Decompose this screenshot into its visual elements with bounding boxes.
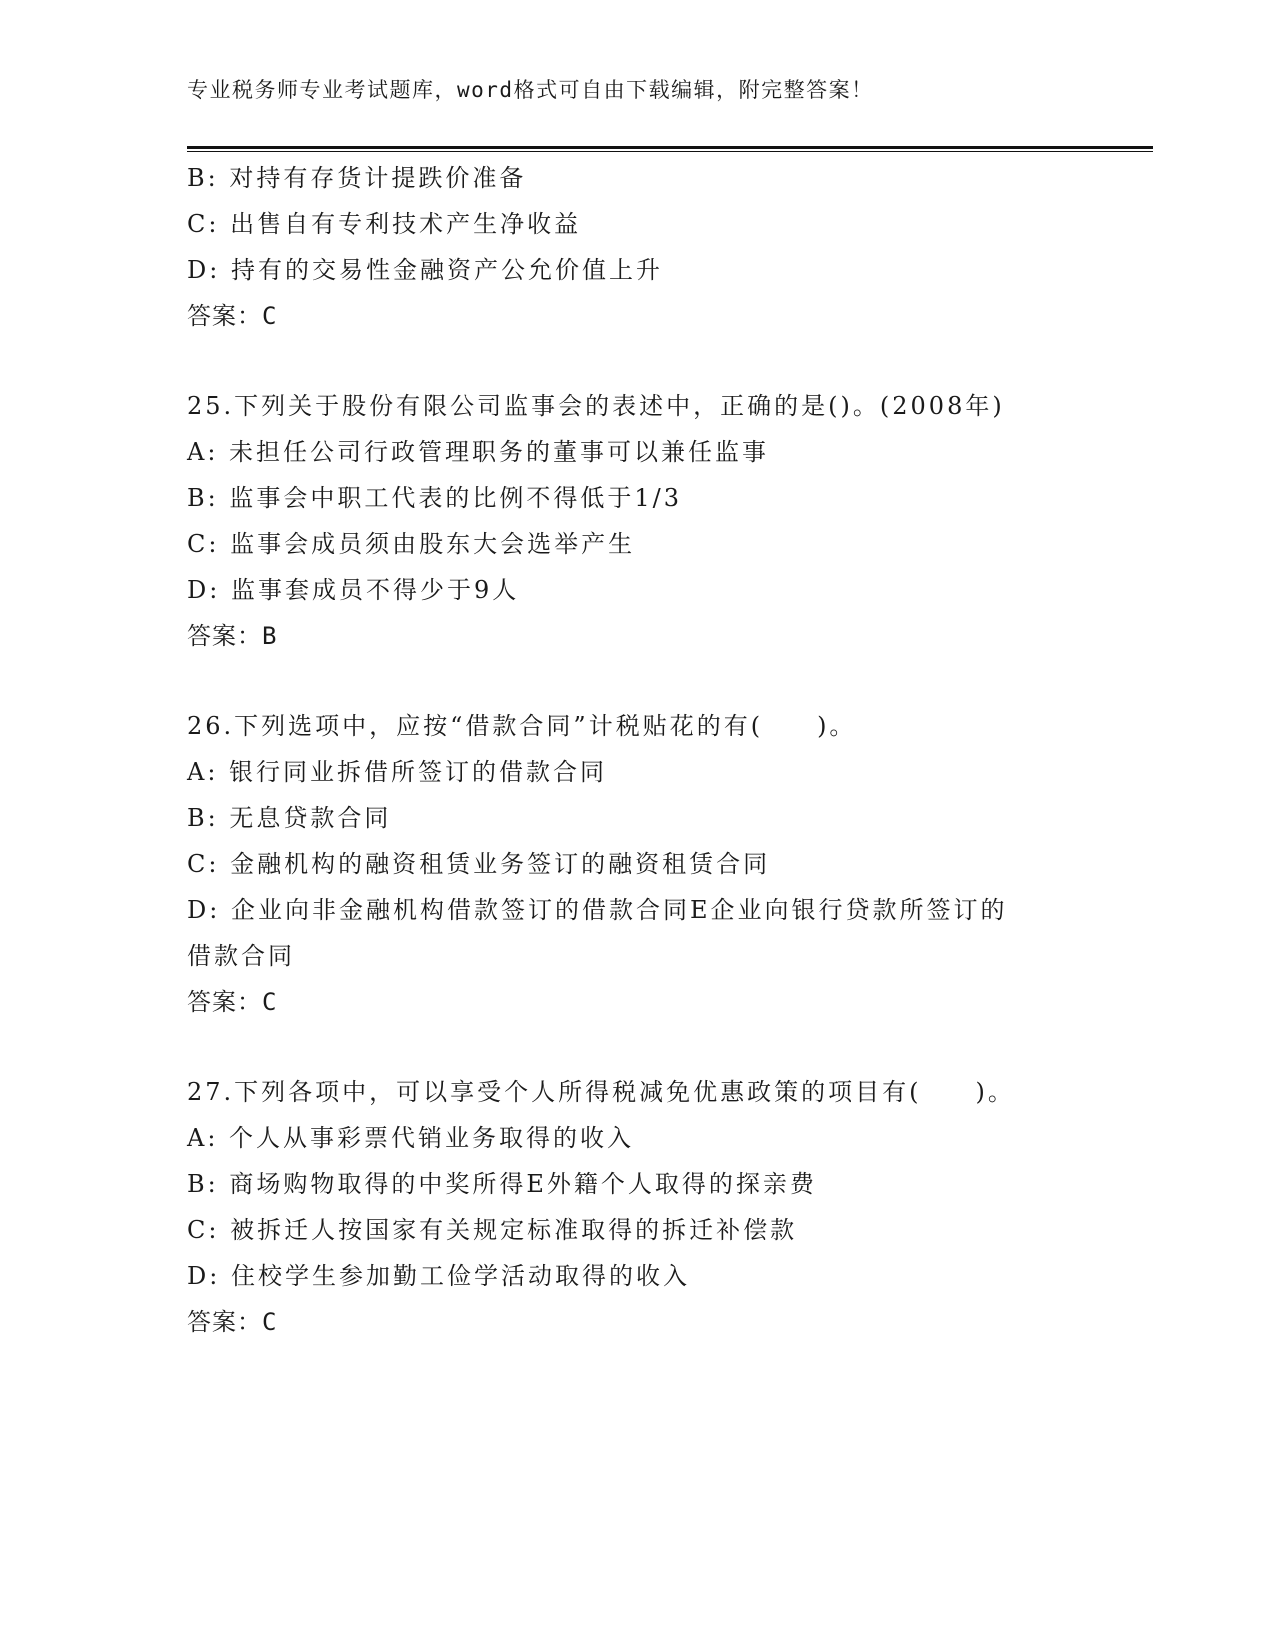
answer: 答案：C — [187, 302, 278, 330]
question-24 — [187, 155, 1087, 339]
option-c: C: 被拆迁人按国家有关规定标准取得的拆迁补偿款 — [187, 1216, 798, 1244]
page-header: 专业税务师专业考试题库，word格式可自由下载编辑，附完整答案！ — [187, 78, 874, 102]
option-b: B: 对持有存货计提跌价准备 — [187, 164, 527, 192]
question-stem: 25.下列关于股份有限公司监事会的表述中，正确的是()。(2008年) — [187, 392, 1005, 420]
option-d: D: 持有的交易性金融资产公允价值上升 — [187, 256, 663, 284]
document-body — [187, 155, 1087, 1345]
answer: 答案：B — [187, 622, 278, 650]
option-c: C: 出售自有专利技术产生净收益 — [187, 210, 582, 238]
option-a: A: 个人从事彩票代销业务取得的收入 — [187, 1124, 635, 1152]
option-b: B: 商场购物取得的中奖所得E外籍个人取得的探亲费 — [187, 1170, 817, 1198]
spacer — [187, 339, 1087, 383]
option-c: C: 监事会成员须由股东大会选举产生 — [187, 530, 636, 558]
option-d: D: 住校学生参加勤工俭学活动取得的收入 — [187, 1262, 690, 1290]
spacer — [187, 1025, 1087, 1069]
question-25 — [187, 383, 1087, 659]
answer: 答案：C — [187, 988, 278, 1016]
header-rule — [187, 146, 1153, 152]
option-c: C: 金融机构的融资租赁业务签订的融资租赁合同 — [187, 850, 771, 878]
spacer — [187, 659, 1087, 703]
option-d-continuation: 借款合同 — [187, 942, 295, 970]
option-a: A: 银行同业拆借所签订的借款合同 — [187, 758, 608, 786]
question-26 — [187, 703, 1087, 1025]
option-b: B: 无息贷款合同 — [187, 804, 392, 832]
answer: 答案：C — [187, 1308, 278, 1336]
option-d: D: 监事套成员不得少于9人 — [187, 576, 520, 604]
question-stem: 26.下列选项中，应按“借款合同”计税贴花的有( )。 — [187, 712, 857, 740]
option-b: B: 监事会中职工代表的比例不得低于1/3 — [187, 484, 682, 512]
option-a: A: 未担任公司行政管理职务的董事可以兼任监事 — [187, 438, 770, 466]
option-d: D: 企业向非金融机构借款签订的借款合同E企业向银行贷款所签订的 — [187, 896, 1008, 924]
question-stem: 27.下列各项中，可以享受个人所得税减免优惠政策的项目有( )。 — [187, 1078, 1015, 1106]
question-27 — [187, 1069, 1087, 1345]
